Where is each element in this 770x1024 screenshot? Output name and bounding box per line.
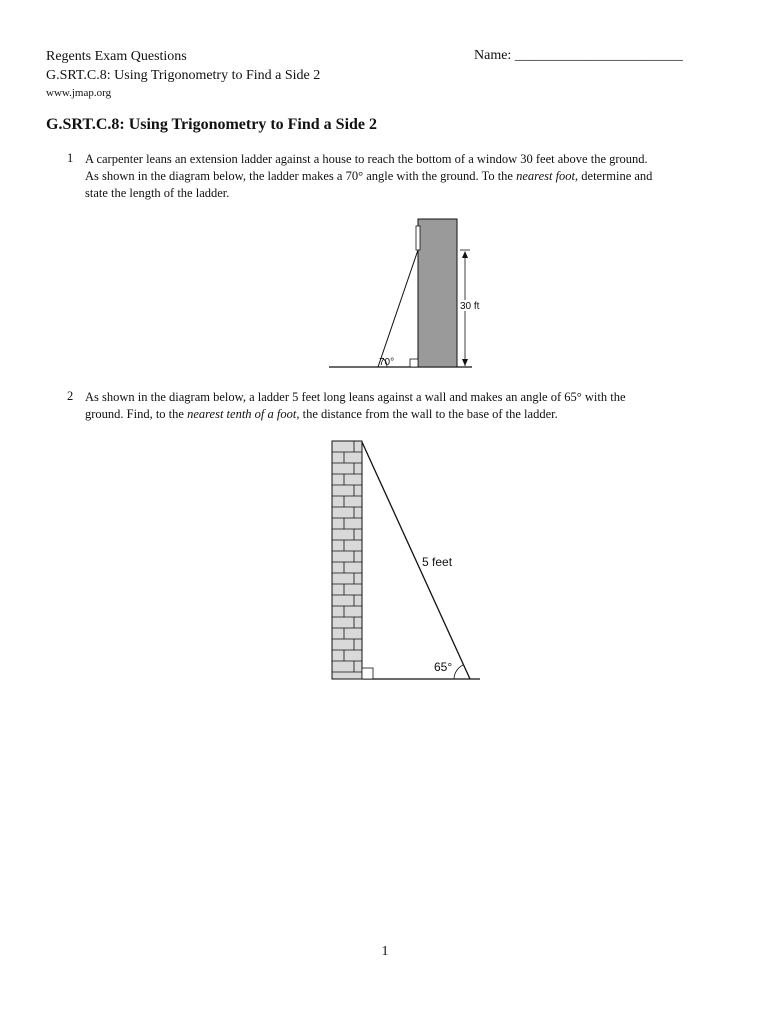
question-2-number: 2 (67, 389, 74, 403)
ladder-house-diagram (329, 216, 489, 372)
ladder-wall-diagram (330, 438, 485, 683)
question-2-line-2: ground. Find, to the nearest tenth of a foot, the distance from the wall to the base of the ladder. (85, 407, 558, 421)
house-wall (418, 219, 457, 367)
window (416, 226, 420, 250)
question-2-line-1: As shown in the diagram below, a ladder 5 feet long leans against a wall and makes an angle of 65° with the (85, 390, 626, 404)
question-1-emphasis: nearest foot (516, 169, 576, 183)
angle-label: 70° (379, 357, 395, 368)
name-field-label: Name: ________________________ (474, 48, 683, 63)
question-1-text (85, 151, 735, 202)
angle-label: 65° (434, 660, 453, 674)
right-angle-mark (362, 668, 373, 679)
page-number: 1 (381, 944, 389, 959)
header-course: Regents Exam Questions (46, 49, 187, 64)
right-angle-mark (410, 359, 418, 367)
ladder-line (378, 250, 418, 367)
question-1-number: 1 (67, 151, 74, 165)
question-2-emphasis: nearest tenth of a foot (187, 407, 297, 421)
question-2-text (85, 389, 725, 423)
ladder-line (362, 442, 470, 679)
question-1-line-3: state the length of the ladder. (85, 186, 230, 200)
header-website: www.jmap.org (46, 87, 112, 99)
question-1-line-1: A carpenter leans an extension ladder against a house to reach the bottom of a window 30 feet above the ground. (85, 152, 648, 166)
ladder-length-label: 5 feet (422, 555, 453, 569)
question-1-line-2: As shown in the diagram below, the ladder makes a 70° angle with the ground. To the nearest foot, determine and (85, 169, 653, 183)
height-label: 30 ft (460, 301, 480, 312)
header-topic: G.SRT.C.8: Using Trigonometry to Find a Side 2 (46, 68, 321, 83)
brick-wall (332, 441, 362, 679)
page-title: G.SRT.C.8: Using Trigonometry to Find a Side 2 (46, 116, 378, 133)
angle-arc (454, 665, 463, 679)
